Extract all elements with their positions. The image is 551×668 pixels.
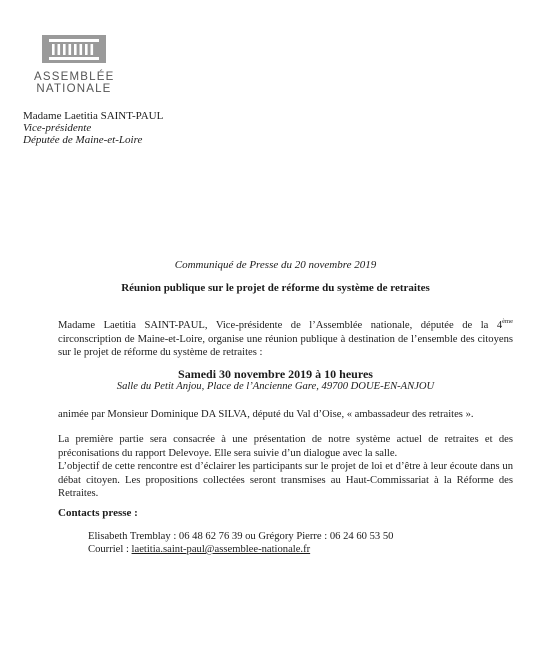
email-label: Courriel : (88, 544, 132, 555)
program-paragraph-2: L’objectif de cette rencontre est d’éclairer les participants sur le projet de loi et d’être à leur écoute dans un débat citoyen. Les propositions collectées seront transmises au Haut-Commissariat à la Réforme des Retraites. (58, 461, 513, 500)
host-line: animée par Monsieur Dominique DA SILVA, député du Val d’Oise, « ambassadeur des retraites ». (58, 409, 474, 420)
program-paragraph-1: La première partie sera consacrée à une présentation de notre système actuel de retraites et des préconisations du rapport Delevoye. Elle sera suivie d’un dialogue avec la salle. (58, 434, 513, 459)
email-link[interactable]: laetitia.saint-paul@assemblee-nationale.fr (131, 544, 311, 555)
intro-paragraph: Madame Laetitia SAINT-PAUL, Vice-présidente de l’Assemblée nationale, députée de la 4ème circonscription de Maine-et-Loire, organise une réunion publique à destination de l’ensemble des citoyens sur le projet de réforme du système de retraites : (58, 318, 513, 359)
contacts-email-line (88, 544, 310, 555)
ordinal-superscript: ème (502, 318, 513, 325)
event-datetime: Samedi 30 novembre 2019 à 10 heures (178, 367, 373, 381)
logo-wordmark-line1: ASSEMBLÉE (34, 71, 115, 83)
author-role: Vice-présidente (23, 122, 92, 134)
contacts-heading: Contacts presse : (58, 507, 138, 519)
press-title: Réunion publique sur le projet de réforme du système de retraites (121, 282, 430, 294)
logo-wordmark-line2: NATIONALE (36, 83, 112, 95)
author-district: Députée de Maine-et-Loire (23, 134, 143, 146)
contacts-phones: Elisabeth Tremblay : 06 48 62 76 39 ou Grégory Pierre : 06 24 60 53 50 (88, 531, 394, 542)
event-venue: Salle du Petit Anjou, Place de l’Ancienne Gare, 49700 DOUE-EN-ANJOU (116, 381, 435, 392)
assemblee-nationale-logo (34, 35, 114, 95)
press-dateline: Communiqué de Presse du 20 novembre 2019 (174, 259, 377, 271)
author-name: Madame Laetitia SAINT-PAUL (23, 110, 164, 122)
parliament-building-icon (42, 35, 106, 63)
